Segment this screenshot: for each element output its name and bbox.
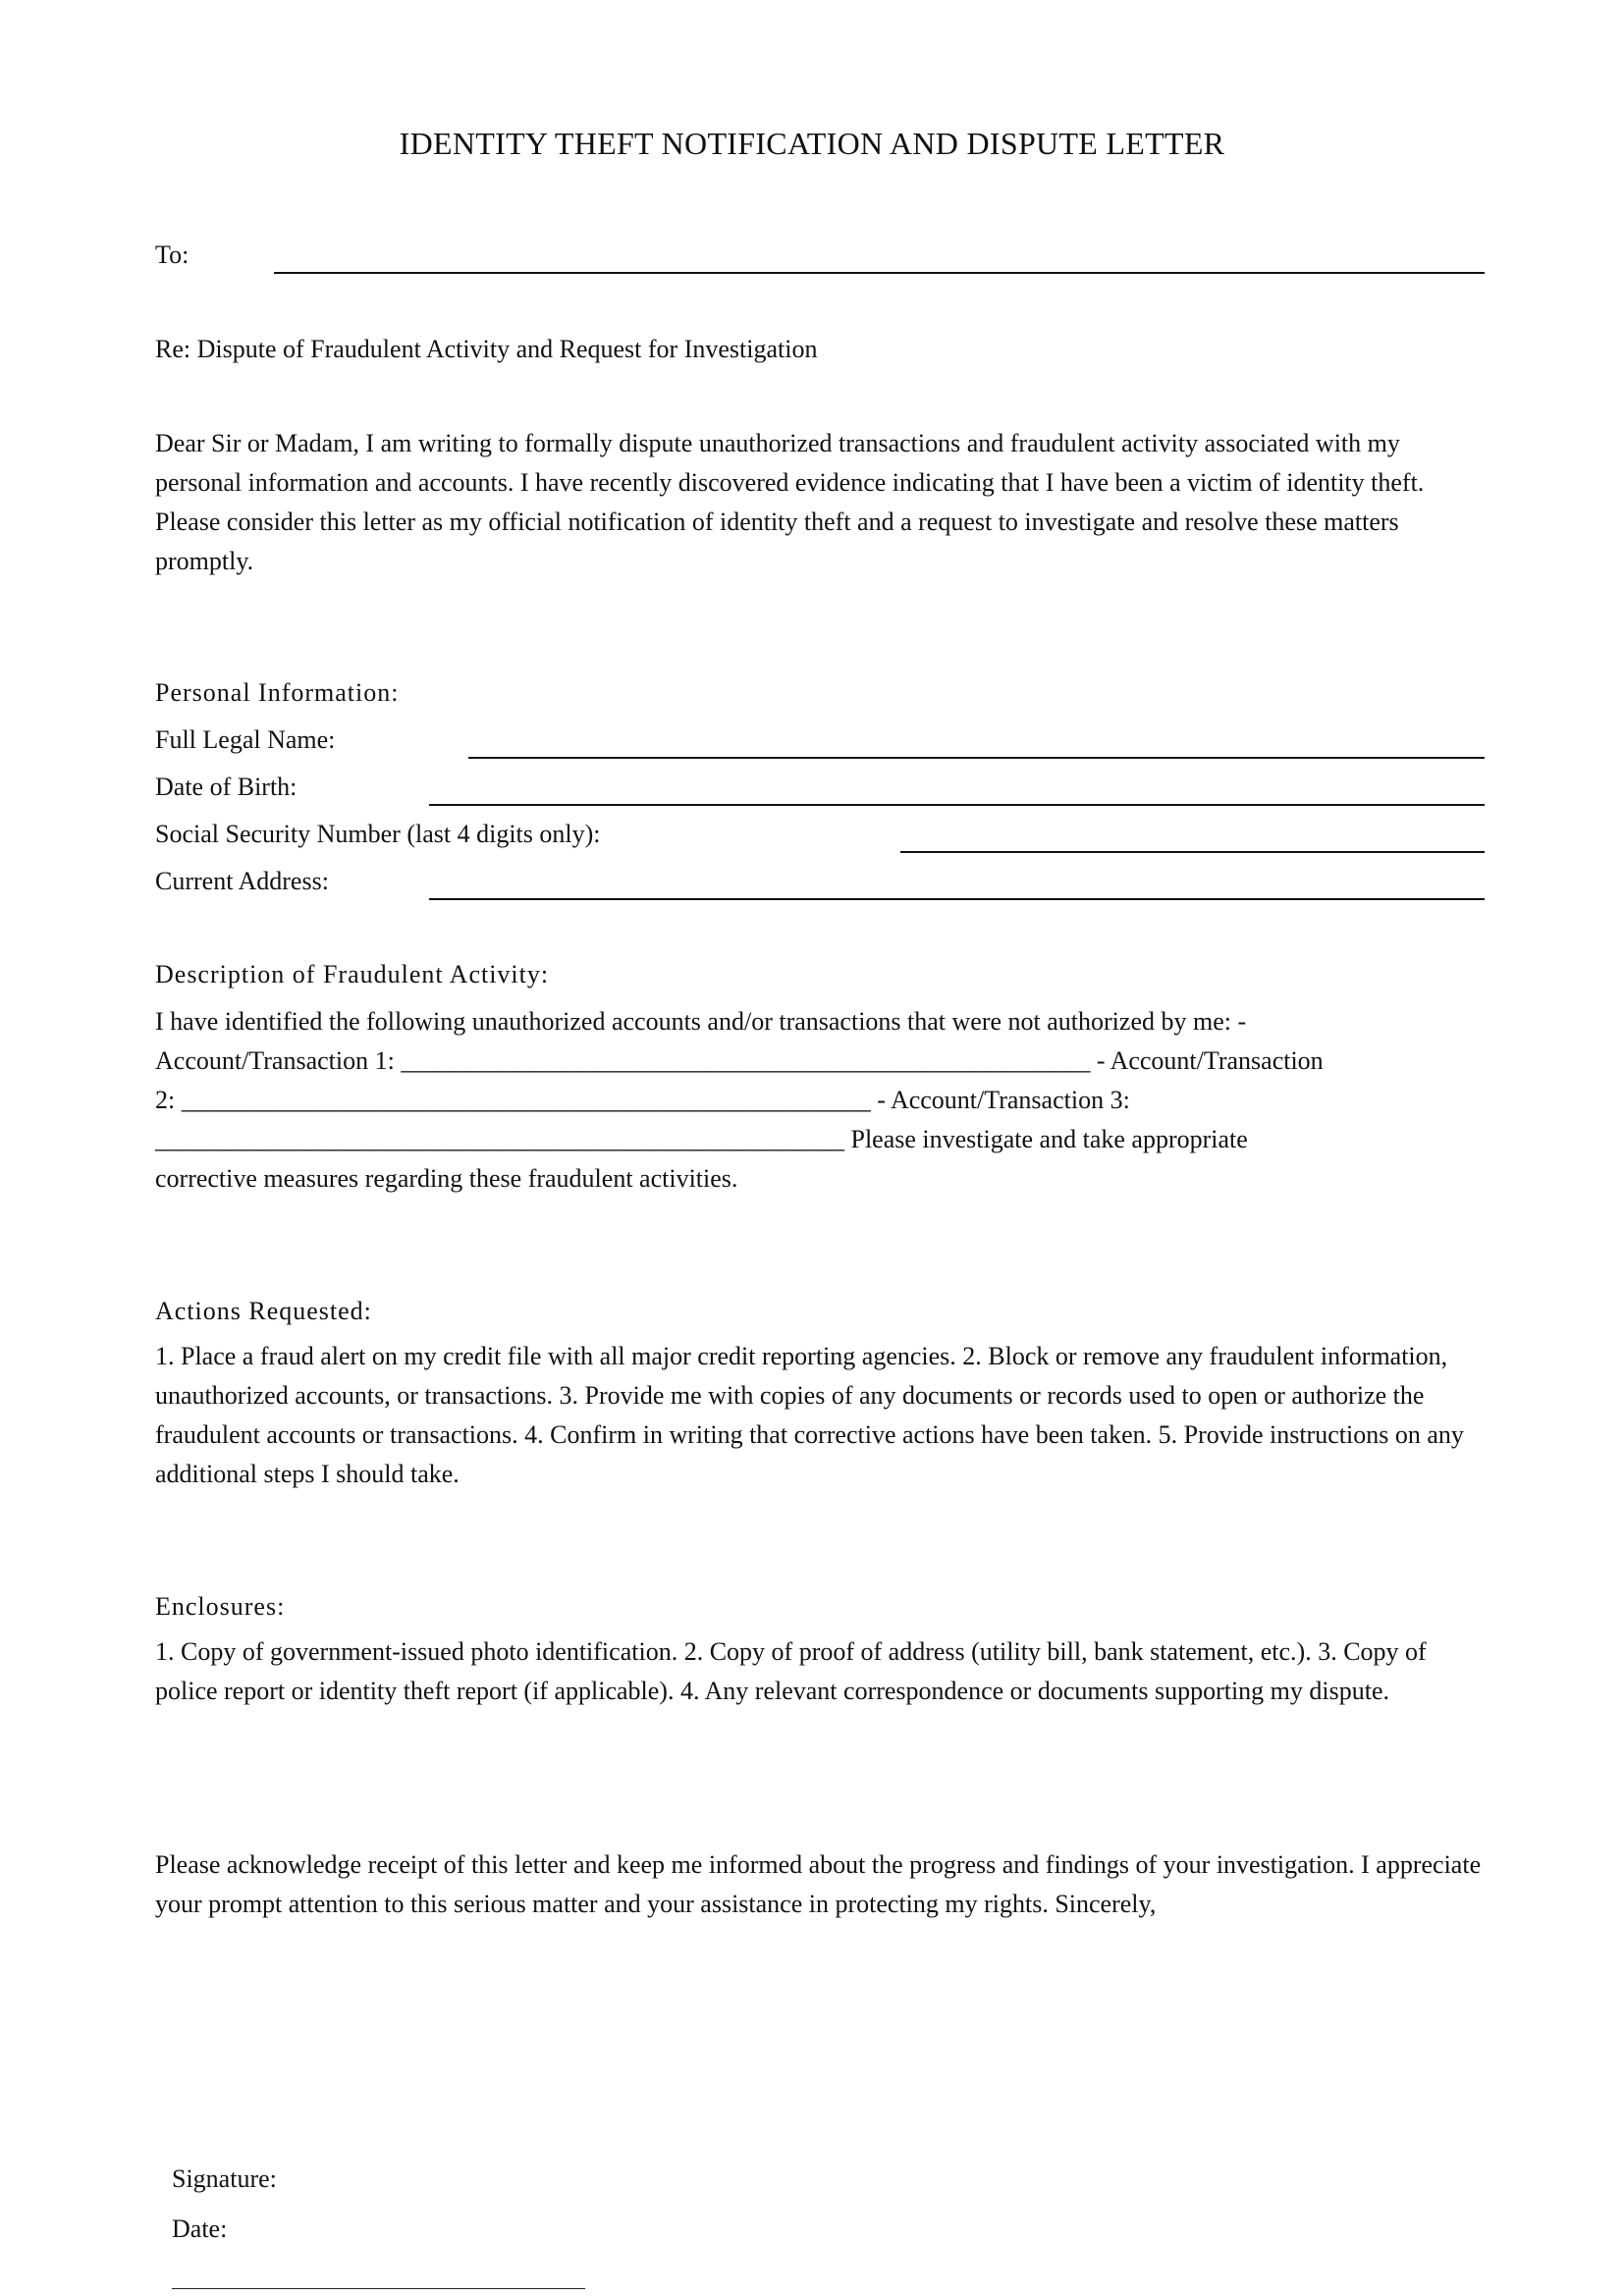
fraud-description-line-2: Account/Transaction 1: ______________________________________________________ - Account/Transaction (155, 1046, 1324, 1075)
fraud-description-line-5: corrective measures regarding these fraudulent activities. (155, 1164, 738, 1193)
re-line: Re: Dispute of Fraudulent Activity and Request for Investigation (155, 335, 818, 363)
fraud-description-line-4: ______________________________________________________ Please investigate and take appropriate (155, 1125, 1248, 1153)
personal-info-heading: Personal Information: (155, 678, 400, 707)
full-name-field-line[interactable] (468, 757, 1485, 759)
dob-label: Date of Birth: (155, 773, 298, 801)
enclosures-paragraph: 1. Copy of government-issued photo identification. 2. Copy of proof of address (utility bill, bank statement, etc.). 3. Copy of police report or identity theft report (if applicable). 4. Any relevant correspondence or documents supporting my dispute. (155, 1637, 1427, 1705)
actions-heading: Actions Requested: (155, 1297, 372, 1325)
intro-paragraph: Dear Sir or Madam, I am writing to formally dispute unauthorized transactions and fraudulent activity associated with my personal information and accounts. I have recently discovered evidence indicating that I have been a victim of identity theft. Please consider this letter as my official notification of identity theft and a request to investigate and resolve these matters promptly. (155, 429, 1425, 575)
signature-label: Signature: (172, 2164, 277, 2193)
to-field-line[interactable] (274, 272, 1485, 274)
ssn-label: Social Security Number (last 4 digits only): (155, 820, 601, 848)
address-field-line[interactable] (429, 898, 1485, 900)
dob-field-line[interactable] (429, 804, 1485, 806)
fraud-description-heading: Description of Fraudulent Activity: (155, 960, 550, 988)
actions-paragraph: 1. Place a fraud alert on my credit file with all major credit reporting agencies. 2. Block or remove any fraudulent information, unauthorized accounts, or transactions. 3. Provide me with copies of any documents or records used to open or authorize the fraudulent accounts or transactions. 4. Confirm in writing that corrective actions have been taken. 5. Provide instructions on any additional steps I should take. (155, 1342, 1464, 1488)
full-name-label: Full Legal Name: (155, 725, 336, 754)
date-label: Date: (172, 2215, 228, 2243)
fraud-description-line-3: 2: ______________________________________________________ - Account/Transaction 3: (155, 1086, 1130, 1114)
address-label: Current Address: (155, 867, 329, 895)
enclosures-heading: Enclosures: (155, 1592, 286, 1621)
fraud-description-line-1: I have identified the following unauthorized accounts and/or transactions that were not authorized by me: - (155, 1007, 1247, 1036)
to-label: To: (155, 240, 189, 269)
signature-line[interactable] (172, 2288, 585, 2289)
document-title: IDENTITY THEFT NOTIFICATION AND DISPUTE LETTER (399, 126, 1225, 161)
closing-paragraph: Please acknowledge receipt of this letter and keep me informed about the progress and findings of your investigation. I appreciate your prompt attention to this serious matter and your assistance in protecting my rights. Sincerely, (155, 1850, 1482, 1918)
ssn-field-line[interactable] (900, 851, 1485, 853)
